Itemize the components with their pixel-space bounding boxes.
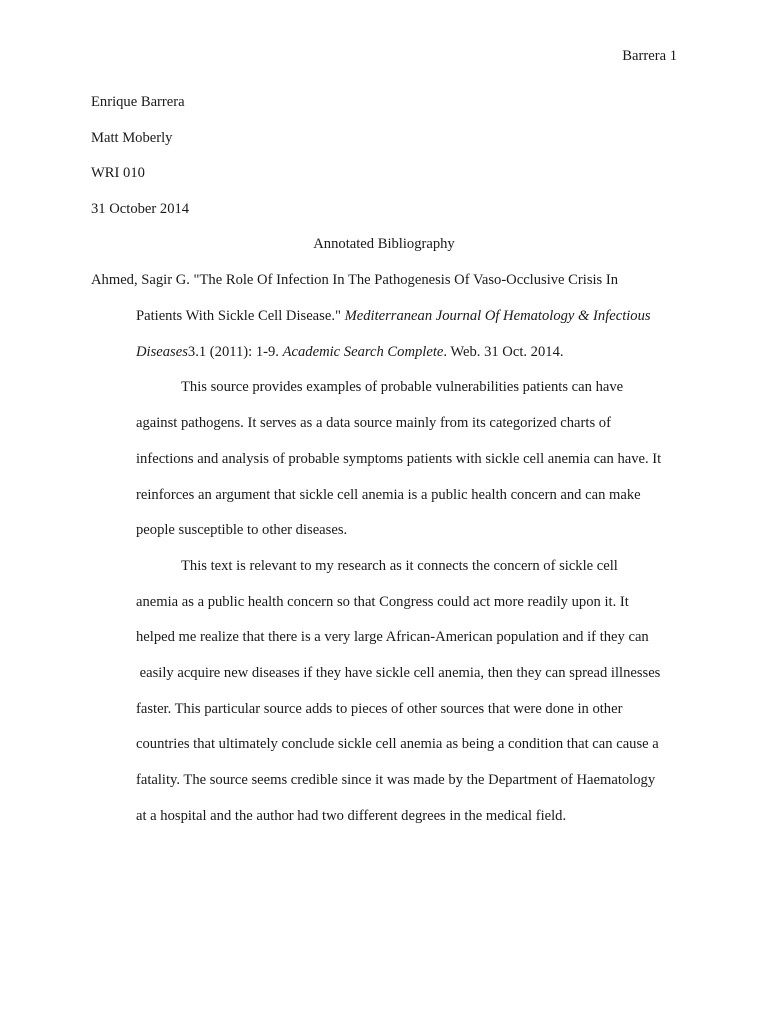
- course-name: WRI 010: [91, 165, 145, 181]
- paragraph-2-line: countries that ultimately conclude sickle cell anemia as being a condition that can cause a: [136, 736, 659, 752]
- citation-article-end: Patients With Sickle Cell Disease.": [136, 308, 345, 324]
- paragraph-1-line: infections and analysis of probable symptoms patients with sickle cell anemia can have. It: [136, 451, 662, 467]
- paragraph-2-line: at a hospital and the author had two different degrees in the medical field.: [136, 808, 567, 824]
- paragraph-2-line: faster. This particular source adds to pieces of other sources that were done in other: [136, 701, 623, 717]
- citation-journal-title-end: Diseases: [136, 344, 188, 360]
- paragraph-1-line: This source provides examples of probable vulnerabilities patients can have: [181, 379, 624, 395]
- running-head: Barrera 1: [622, 48, 677, 64]
- paragraph-1-line: reinforces an argument that sickle cell anemia is a public health concern and can make: [136, 487, 641, 503]
- citation-line-3: [136, 343, 564, 361]
- paragraph-2-line: easily acquire new diseases if they have sickle cell anemia, then they can spread illnesses: [136, 665, 661, 681]
- document-title: Annotated Bibliography: [313, 236, 455, 252]
- author-name: Enrique Barrera: [91, 94, 185, 110]
- instructor-name: Matt Moberly: [91, 130, 173, 146]
- citation-volume-pages: 3.1 (2011): 1-9.: [187, 344, 283, 360]
- citation-line-2: [136, 307, 651, 325]
- paragraph-1-line: people susceptible to other diseases.: [136, 522, 348, 538]
- citation-journal-title: Mediterranean Journal Of Hematology & Infectious: [344, 308, 651, 324]
- document-date: 31 October 2014: [91, 201, 190, 217]
- citation-access: . Web. 31 Oct. 2014.: [443, 344, 564, 360]
- paragraph-2-line: This text is relevant to my research as it connects the concern of sickle cell: [181, 558, 618, 574]
- citation-database: Academic Search Complete: [282, 344, 444, 360]
- paragraph-2-line: helped me realize that there is a very large African-American population and if they can: [136, 629, 649, 645]
- paragraph-2-line: anemia as a public health concern so that Congress could act more readily upon it. It: [136, 594, 629, 610]
- paragraph-2-line: fatality. The source seems credible since it was made by the Department of Haematology: [136, 772, 656, 788]
- paragraph-1-line: against pathogens. It serves as a data source mainly from its categorized charts of: [136, 415, 611, 431]
- citation-line-1: Ahmed, Sagir G. "The Role Of Infection In The Pathogenesis Of Vaso-Occlusive Crisis In: [91, 272, 619, 288]
